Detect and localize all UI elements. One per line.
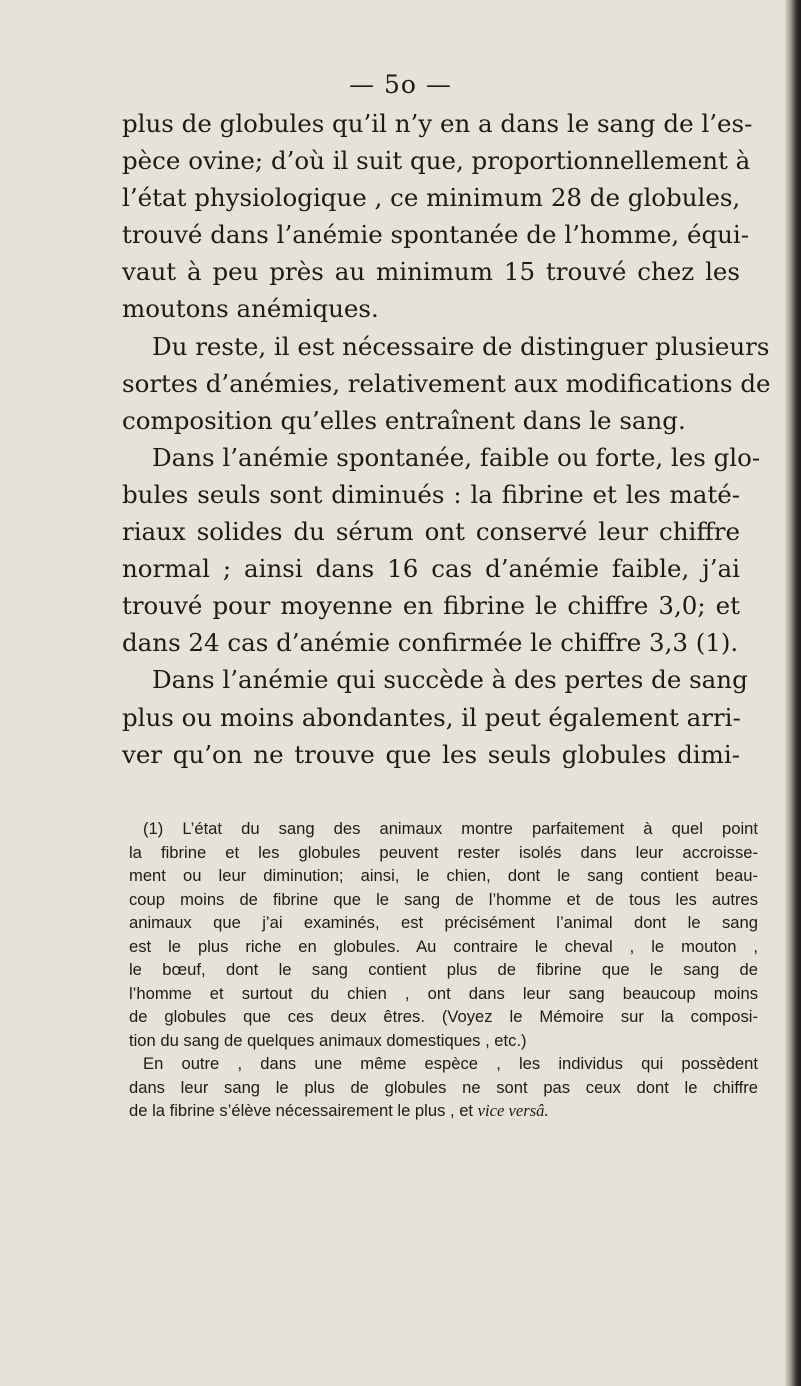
footnote-italic-text: vice versâ. xyxy=(477,1101,549,1120)
footnote-text: de la fibrine s’élève nécessairement le plus , et xyxy=(129,1101,478,1120)
body-line: Dans l’anémie spontanée, faible ou forte, les glo- xyxy=(152,442,761,472)
page-binding-edge xyxy=(785,0,801,1386)
footnote-line: l’homme et surtout du chien , ont dans leur sang beaucoup moins xyxy=(129,983,758,1003)
body-line: riaux solides du sérum ont conservé leur chiffre xyxy=(122,517,740,547)
body-line: moutons anémiques. xyxy=(122,294,379,324)
footnote-line: coup moins de fibrine que le sang de l’homme et de tous les autres xyxy=(129,889,758,909)
body-line: plus de globules qu’il n’y en a dans le sang de l’es- xyxy=(122,109,753,138)
footnote-line: (1) L’état du sang des animaux montre parfaitement à quel point xyxy=(143,819,758,838)
body-line: ver qu’on ne trouve que les seuls globules dimi- xyxy=(122,739,740,769)
body-line: Dans l’anémie qui succède à des pertes de sang xyxy=(152,665,748,695)
body-line: bules seuls sont diminués : la fibrine et les maté- xyxy=(122,479,740,509)
body-line: sortes d’anémies, relativement aux modifications de xyxy=(122,368,771,398)
body-line: plus ou moins abondantes, il peut également arri- xyxy=(122,702,741,732)
body-line: l’état physiologique , ce minimum 28 de globules, xyxy=(122,183,741,213)
footnote-line: dans leur sang le plus de globules ne sont pas ceux dont le chiffre xyxy=(129,1077,758,1097)
footnote-line: tion du sang de quelques animaux domestiques , etc.) xyxy=(129,1030,527,1050)
body-line: vaut à peu près au minimum 15 trouvé chez les xyxy=(122,257,740,287)
footnote-line: animaux que j’ai examinés, est précisément l’animal dont le sang xyxy=(129,913,758,932)
body-line: composition qu’elles entraînent dans le sang. xyxy=(122,405,686,435)
footnote-line: le bœuf, dont le sang contient plus de fibrine que le sang de xyxy=(129,960,758,979)
footnote-line: la fibrine et les globules peuvent rester isolés dans leur accroisse- xyxy=(129,842,758,862)
footnote xyxy=(129,817,758,1123)
body-line: dans 24 cas d’anémie confirmée le chiffre 3,3 (1). xyxy=(122,628,739,658)
page-number: — 5o — xyxy=(349,70,452,99)
footnote-line: de globules que ces deux êtres. (Voyez le Mémoire sur la composi- xyxy=(129,1007,758,1026)
footnote-line: En outre , dans une même espèce , les individus qui possèdent xyxy=(143,1054,758,1073)
footnote-line xyxy=(129,1099,758,1123)
body-line: normal ; ainsi dans 16 cas d’anémie faible, j’ai xyxy=(122,554,740,584)
body-line: pèce ovine; d’où il suit que, proportionnellement à xyxy=(122,146,751,176)
body-line: trouvé pour moyenne en fibrine le chiffre 3,0; et xyxy=(122,591,740,621)
body-line: trouvé dans l’anémie spontanée de l’homme, équi- xyxy=(122,220,750,250)
footnote-line: ment ou leur diminution; ainsi, le chien, dont le sang contient beau- xyxy=(129,866,758,885)
footnote-line: est le plus riche en globules. Au contraire le cheval , le mouton , xyxy=(129,936,758,956)
body-line: Du reste, il est nécessaire de distinguer plusieurs xyxy=(152,331,770,361)
main-body-text xyxy=(122,105,771,773)
